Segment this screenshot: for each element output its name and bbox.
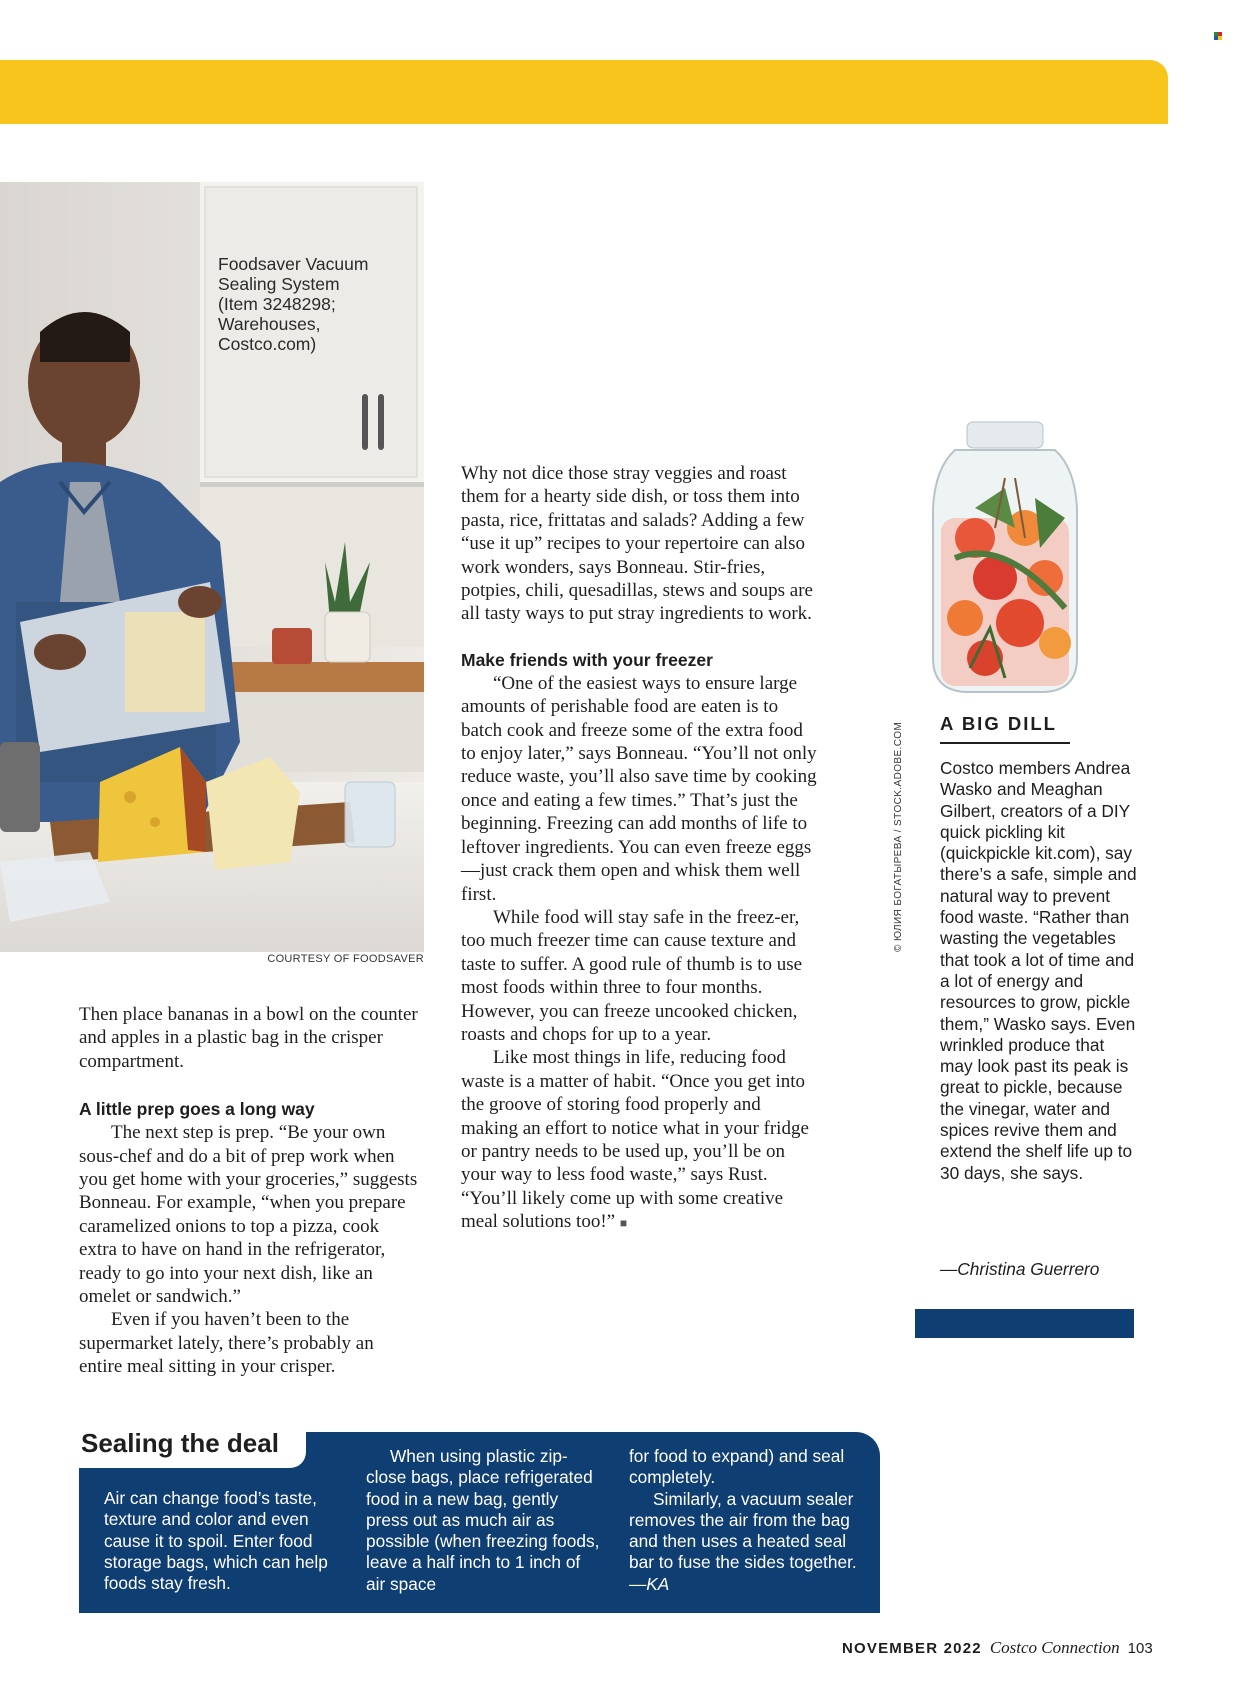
header-color-band xyxy=(0,60,1168,124)
caption-line: Foodsaver Vacuum xyxy=(218,254,369,274)
deal-column-3 xyxy=(629,1446,865,1595)
sidebar-heading: A BIG DILL xyxy=(940,713,1057,734)
image-credit-text: © ЮЛИЯ БОГАТЫРЕВА / STOCK.ADOBE.COM xyxy=(893,721,904,952)
photo-credit: COURTESY OF FOODSAVER xyxy=(267,953,424,965)
deal-title: Sealing the deal xyxy=(81,1428,279,1458)
image-credit xyxy=(893,712,907,952)
end-mark: ■ xyxy=(619,1216,628,1231)
caption-line: Costco.com) xyxy=(218,334,317,354)
body-paragraph: Why not dice those stray veggies and roast them for a hearty side dish, or toss them into pasta, rice, frittatas and salads? Adding a few “use it up” recipes to your repertoire can also work wonders, says Bonneau. Stir-fries, potpies, chili, quesadillas, stews and soups are all tasty ways to put stray ingredients to work. xyxy=(461,463,813,625)
pickle-jar-illustration xyxy=(915,418,1095,698)
body-paragraph: Then place bananas in a bowl on the counter and apples in a plastic bag in the crisper compartment. xyxy=(79,1004,418,1072)
body-paragraph xyxy=(461,1046,821,1235)
sidebar-byline: —Christina Guerrero xyxy=(940,1259,1100,1279)
deal-column-3-text xyxy=(629,1489,865,1595)
body-paragraph: “One of the easiest ways to ensure large amounts of perishable food are eaten is to batch cook and freeze some of the extra food to enjoy later,” says Bonneau. “You’ll not only reduce waste, you’ll also save time by cooking once and eating a few times.” That’s just the beginning. Freezing can add months of life to leftover ingredients. You can even freeze eggs—just crack them open and whisk them well first. xyxy=(461,672,817,905)
page-footer xyxy=(842,1638,1167,1662)
section-subhead: Make friends with your freezer xyxy=(461,649,713,670)
final-paragraph-text: Like most things in life, reducing food waste is a matter of habit. “Once you get into the groove of storing food properly and making an effort to notice what in your fridge or pantry needs to be used up, you’ll be on your way to less food waste,” says Rust. “You’ll likely come up with some creative meal solutions too!” xyxy=(461,1047,809,1233)
deal-column-1: Air can change food’s taste, texture and color and even cause it to spoil. Enter food storage bags, which can help foods stay fresh. xyxy=(104,1488,328,1594)
corner-mark-icon xyxy=(1214,32,1222,40)
deal-column-3-text: for food to expand) and seal completely. xyxy=(629,1446,845,1488)
footer-date: NOVEMBER 2022 xyxy=(842,1640,982,1657)
body-paragraph: The next step is prep. “Be your own sous-chef and do a bit of prep work when you get home with your groceries,” suggests Bonneau. For example, “when you prepare caramelized onions to top a pizza, cook extra to have on hand in the refrigerator, ready to go into your next dish, like an omelet or sandwich.” xyxy=(79,1122,418,1308)
footer-magazine: Costco Connection xyxy=(989,1638,1120,1657)
deal-column-2: When using plastic zip-close bags, place refrigerated food in a new bag, gently press out as much air as possible (when freezing foods, leave a half inch to 1 inch of air space xyxy=(366,1446,600,1594)
middle-column xyxy=(461,462,821,1236)
sidebar-body: Costco members Andrea Wasko and Meaghan Gilbert, creators of a DIY quick pickling kit (quickpickle kit.com), say there’s a safe, simple and natural way to prevent food waste. “Rather than wasting the vegetables that took a lot of time and a lot of energy and resources to grow, pickle them,” Wasko says. Even wrinkled produce that may look past its peak is great to pickle, because the vinegar, water and spices revive them and extend the shelf life up to 30 days, she says. xyxy=(940,758,1137,1183)
deal-column-3-sentence: Similarly, a vacuum sealer removes the air from the bag and then uses a heated seal bar to fuse the sides together. xyxy=(629,1488,857,1573)
photo-caption xyxy=(218,254,418,354)
body-paragraph: Even if you haven’t been to the supermarket lately, there’s probably an entire meal sitting in your crisper. xyxy=(79,1309,374,1378)
body-paragraph: While food will stay safe in the freez-er, too much freezer time can cause texture and taste to suffer. A good rule of thumb is to use most foods within three to four months. However, you can freeze uncooked chicken, roasts and chops for up to a year. xyxy=(461,906,803,1045)
caption-line: (Item 3248298; xyxy=(218,294,336,314)
author-initials: —KA xyxy=(629,1573,670,1594)
section-subhead: A little prep goes a long way xyxy=(79,1099,315,1120)
caption-line: Warehouses, xyxy=(218,314,321,334)
caption-line: Sealing System xyxy=(218,274,340,294)
sidebar-accent-bar xyxy=(915,1309,1134,1338)
heading-rule xyxy=(940,742,1070,744)
left-column xyxy=(79,1003,419,1379)
page-number: 103 xyxy=(1127,1640,1153,1657)
